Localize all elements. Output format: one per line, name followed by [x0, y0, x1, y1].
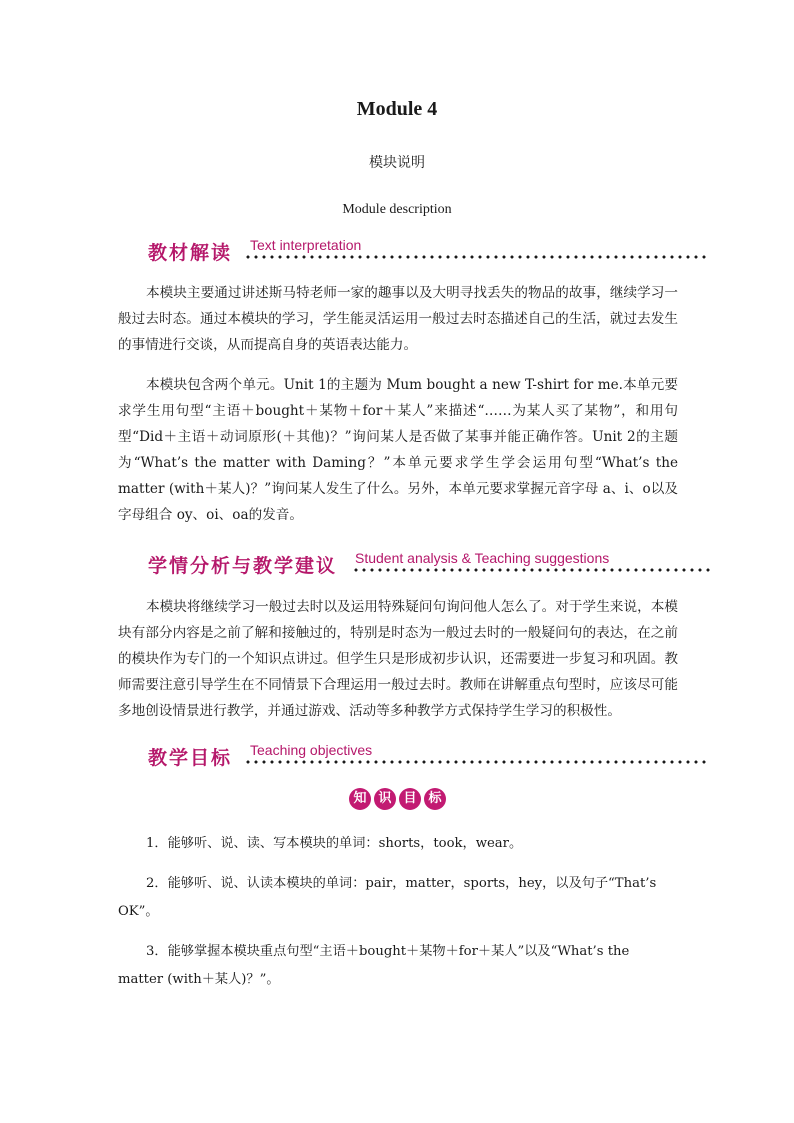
paragraph: 本模块包含两个单元。Unit 1的主题为 Mum bought a new T-shirt for me.本单元要求学生用句型“主语＋bought＋某物＋for＋某人”来描述“……为某人买了某物”，和用句型“Did＋主语＋动词原形(＋其他)？”询问某人是否做了某事并能正确作答。Unit 2的主题为“What’s the matter with Daming？”本单元要求学生学会运用句型“What’s the matter (with＋某人)？”询问某人发生了什么。另外，本单元要求掌握元音字母 a、i、o以及字母组合 oy、oi、oa的发音。 — [118, 377, 678, 523]
section-title-cn: 教学目标 — [148, 747, 233, 769]
knowledge-objectives-badge — [349, 788, 446, 810]
section-heading-teaching-objectives — [148, 743, 710, 773]
badge-char: 知 — [349, 788, 371, 810]
section-title-en: Teaching objectives — [250, 742, 373, 758]
section-heading-student-analysis — [148, 551, 710, 581]
module-subtitle-cn: 模块说明 — [369, 155, 425, 171]
badge-char: 标 — [424, 788, 446, 810]
dotted-rule — [244, 255, 710, 259]
section-title-en: Text interpretation — [250, 237, 362, 253]
section-heading-text-interpretation — [148, 238, 710, 268]
module-subtitle-en: Module description — [342, 202, 452, 217]
badge-char: 识 — [374, 788, 396, 810]
paragraph: 本模块主要通过讲述斯马特老师一家的趣事以及大明寻找丢失的物品的故事，继续学习一般过去时态。通过本模块的学习，学生能灵活运用一般过去时态描述自己的生活，就过去发生的事情进行交谈，从而提高自身的英语表达能力。 — [118, 285, 678, 353]
objective-item: 3．能够掌握本模块重点句型“主语＋bought＋某物＋for＋某人”以及“What’s the matter (with＋某人)？”。 — [118, 944, 630, 987]
dotted-rule — [244, 760, 710, 764]
dotted-rule — [352, 568, 710, 572]
section-title-cn: 教材解读 — [148, 242, 233, 264]
section-title-cn: 学情分析与教学建议 — [148, 555, 338, 577]
section-title-en: Student analysis & Teaching suggestions — [355, 550, 610, 566]
paragraph: 本模块将继续学习一般过去时以及运用特殊疑问句询问他人怎么了。对于学生来说，本模块有部分内容是之前了解和接触过的，特别是时态为一般过去时的一般疑问句的表达，在之前的模块作为专门的一个知识点讲过。但学生只是形成初步认识，还需要进一步复习和巩固。教师需要注意引导学生在不同情景下合理运用一般过去时。教师在讲解重点句型时，应该尽可能多地创设情景进行教学，并通过游戏、活动等多种教学方式保持学生学习的积极性。 — [118, 599, 678, 719]
objective-item: 1．能够听、说、读、写本模块的单词：shorts，took，wear。 — [146, 836, 523, 851]
objective-item: 2．能够听、说、认读本模块的单词：pair，matter，sports，hey，以及句子“That’s OK”。 — [118, 876, 657, 919]
badge-char: 目 — [399, 788, 421, 810]
module-title: Module 4 — [356, 98, 438, 120]
